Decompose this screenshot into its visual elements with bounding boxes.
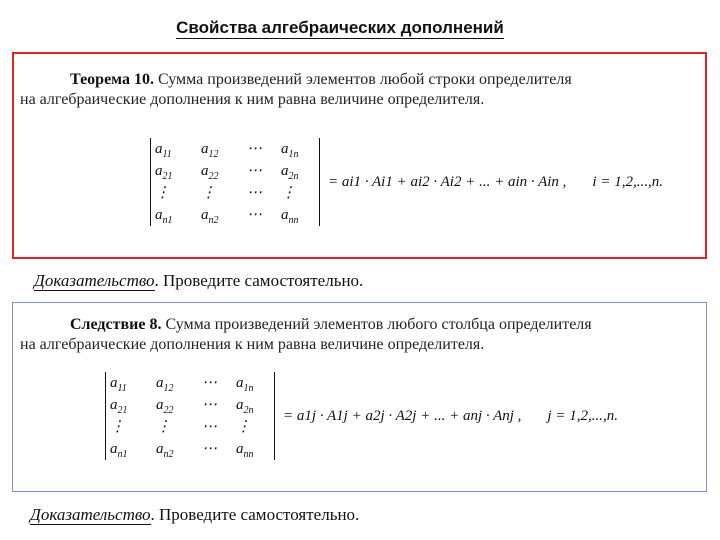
- det-cell: ⋮: [236, 419, 251, 435]
- theorem-label: Теорема 10.: [70, 71, 154, 88]
- det-cell: ⋯: [202, 375, 217, 391]
- corollary-line-1: [70, 315, 592, 334]
- proof-2-word: Доказательство: [30, 505, 151, 524]
- theorem-line-1: [70, 70, 572, 89]
- det-cell: $a_{n1}$: [155, 207, 173, 226]
- det-cell: ⋯: [247, 207, 262, 223]
- det-cell: ⋯: [202, 441, 217, 457]
- det-cell: $a_{2n}$: [281, 163, 299, 182]
- det-cell: $a_{1n}$: [236, 375, 254, 394]
- corollary-formula: [105, 372, 618, 460]
- det-cell: ⋮: [201, 185, 216, 201]
- det-cell: ⋮: [281, 185, 296, 201]
- proof-1-rest: . Проведите самостоятельно.: [154, 271, 364, 290]
- det-cell: ⋮: [155, 185, 170, 201]
- theorem-determinant: [150, 138, 320, 226]
- det-cell: ⋯: [247, 185, 262, 201]
- theorem-formula: [150, 138, 663, 226]
- corollary-determinant: [105, 372, 275, 460]
- det-cell: $a_{nn}$: [236, 441, 254, 460]
- det-cell: $a_{n1}$: [110, 441, 128, 460]
- det-cell: $a_{21}$: [110, 397, 128, 416]
- theorem-condition: i = 1,2,...,n.: [592, 173, 663, 190]
- corollary-text-2: на алгебраические дополнения к ним равна величине определителя.: [20, 336, 485, 353]
- proof-1-word: Доказательство: [34, 271, 155, 290]
- det-cell: $a_{22}$: [201, 163, 219, 182]
- det-cell: $a_{12}$: [201, 141, 219, 160]
- proof-2-rest: . Проведите самостоятельно.: [150, 505, 360, 524]
- det-cell: $a_{1n}$: [281, 141, 299, 160]
- det-cell: ⋯: [247, 163, 262, 179]
- det-cell: $a_{n2}$: [156, 441, 174, 460]
- proof-2: [30, 505, 359, 525]
- det-cell: ⋯: [202, 419, 217, 435]
- corollary-condition: j = 1,2,...,n.: [547, 407, 618, 424]
- det-cell: $a_{11}$: [110, 375, 127, 394]
- det-cell: $a_{n2}$: [201, 207, 219, 226]
- det-cell: $a_{21}$: [155, 163, 173, 182]
- det-cell: ⋯: [202, 397, 217, 413]
- det-cell: $a_{12}$: [156, 375, 174, 394]
- corollary-text-1: Сумма произведений элементов любого столбца определителя: [165, 316, 592, 333]
- det-cell: $a_{2n}$: [236, 397, 254, 416]
- corollary-label: Следствие 8.: [70, 316, 162, 333]
- theorem-text-1: Сумма произведений элементов любой строки определителя: [157, 71, 572, 88]
- det-cell: $a_{22}$: [156, 397, 174, 416]
- slide-title-text: Свойства алгебраических дополнений: [176, 18, 504, 37]
- det-cell: $a_{11}$: [155, 141, 172, 160]
- det-cell: ⋯: [247, 141, 262, 157]
- corollary-rhs: = a1j · A1j + a2j · A2j + ... + anj · Anj ,: [283, 407, 522, 424]
- theorem-text-2: на алгебраические дополнения к ним равна величине определителя.: [20, 91, 485, 108]
- det-cell: ⋮: [110, 419, 125, 435]
- theorem-line-2: [20, 90, 484, 109]
- proof-1: [34, 271, 363, 291]
- corollary-line-2: [20, 335, 484, 354]
- det-cell: $a_{nn}$: [281, 207, 299, 226]
- theorem-rhs: = ai1 · Ai1 + ai2 · Ai2 + ... + ain · Ain ,: [328, 173, 567, 190]
- det-cell: ⋮: [156, 419, 171, 435]
- slide-title: [0, 18, 680, 38]
